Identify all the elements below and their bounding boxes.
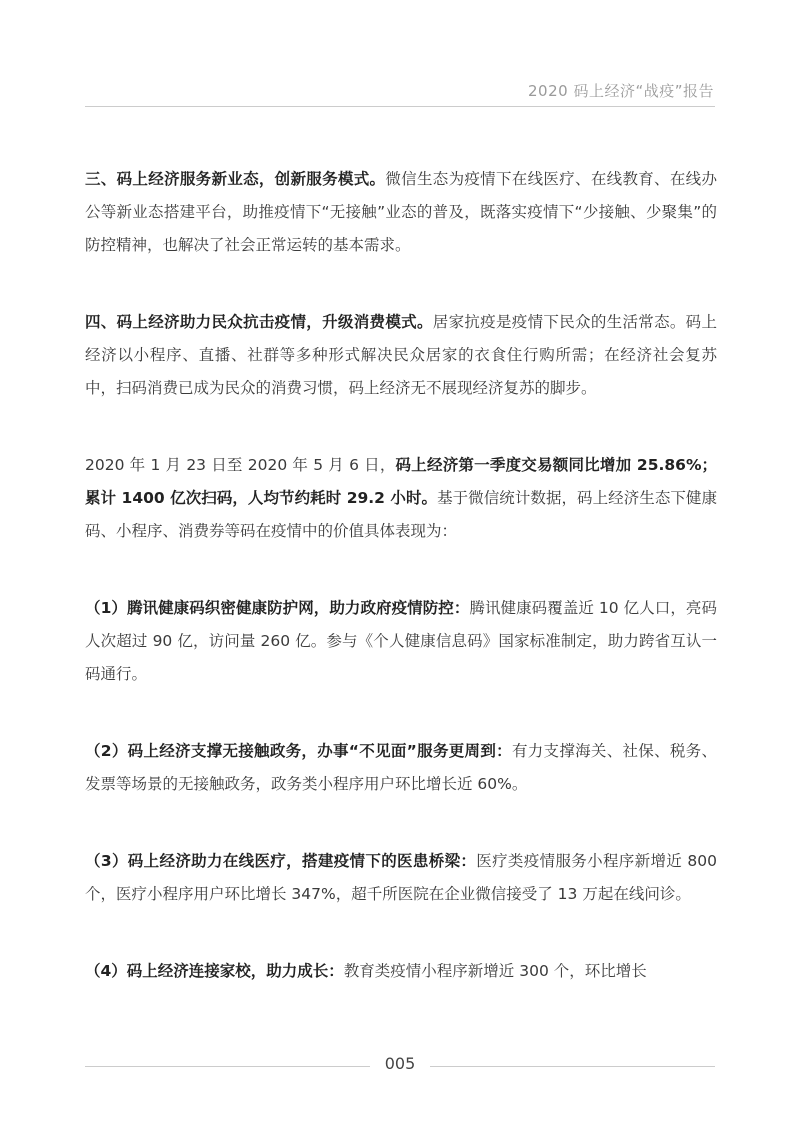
paragraph-home-school bbox=[85, 955, 717, 988]
paragraph-body: 腾讯健康码覆盖近 10 亿人口，亮码人次超过 90 亿，访问量 260 亿。参与《个人健康信息码》国家标准制定，助力跨省互认一码通行。 bbox=[85, 599, 717, 683]
paragraph-body: 医疗类疫情服务小程序新增近 800 个，医疗小程序用户环比增长 347%，超千所医院在企业微信接受了 13 万起在线问诊。 bbox=[85, 852, 717, 903]
paragraph-body: 有力支撑海关、社保、税务、发票等场景的无接触政务，政务类小程序用户环比增长近 60%。 bbox=[85, 742, 717, 793]
paragraph-highlight: 码上经济第一季度交易额同比增加 25.86%；累计 1400 亿次扫码，人均节约耗时 29.2 小时。 bbox=[85, 456, 717, 507]
paragraph-heading: （2）码上经济支撑无接触政务，办事“不见面”服务更周到： bbox=[85, 742, 512, 760]
footer-divider-left bbox=[85, 1066, 370, 1067]
paragraph-heading: （4）码上经济连接家校，助力成长： bbox=[85, 962, 344, 980]
paragraph-heading: 四、码上经济助力民众抗击疫情，升级消费模式。 bbox=[85, 313, 433, 331]
paragraph-key-stats bbox=[85, 449, 717, 548]
paragraph-service-models bbox=[85, 163, 717, 262]
page-number: 005 bbox=[384, 1054, 416, 1073]
paragraph-heading: （3）码上经济助力在线医疗，搭建疫情下的医患桥梁： bbox=[85, 852, 477, 870]
main-content bbox=[85, 163, 717, 1032]
paragraph-online-medical bbox=[85, 845, 717, 911]
header-divider bbox=[85, 106, 715, 107]
paragraph-health-code bbox=[85, 592, 717, 691]
paragraph-consumption-upgrade bbox=[85, 306, 717, 405]
paragraph-body: 基于微信统计数据，码上经济生态下健康码、小程序、消费券等码在疫情中的价值具体表现为： bbox=[85, 489, 717, 540]
report-header-title: 2020 码上经济“战疫”报告 bbox=[528, 82, 714, 100]
paragraph-contactless-government bbox=[85, 735, 717, 801]
paragraph-heading: （1）腾讯健康码织密健康防护网，助力政府疫情防控： bbox=[85, 599, 470, 617]
paragraph-lead: 2020 年 1 月 23 日至 2020 年 5 月 6 日， bbox=[85, 456, 396, 474]
paragraph-body: 教育类疫情小程序新增近 300 个，环比增长 bbox=[343, 962, 647, 980]
footer-divider-right bbox=[430, 1066, 715, 1067]
paragraph-body: 居家抗疫是疫情下民众的生活常态。码上经济以小程序、直播、社群等多种形式解决民众居家的衣食住行购所需；在经济社会复苏中，扫码消费已成为民众的消费习惯，码上经济无不展现经济复苏的脚步。 bbox=[85, 313, 717, 397]
paragraph-body: 微信生态为疫情下在线医疗、在线教育、在线办公等新业态搭建平台，助推疫情下“无接触”业态的普及，既落实疫情下“少接触、少聚集”的防控精神，也解决了社会正常运转的基本需求。 bbox=[85, 170, 717, 254]
paragraph-heading: 三、码上经济服务新业态，创新服务模式。 bbox=[85, 170, 386, 188]
